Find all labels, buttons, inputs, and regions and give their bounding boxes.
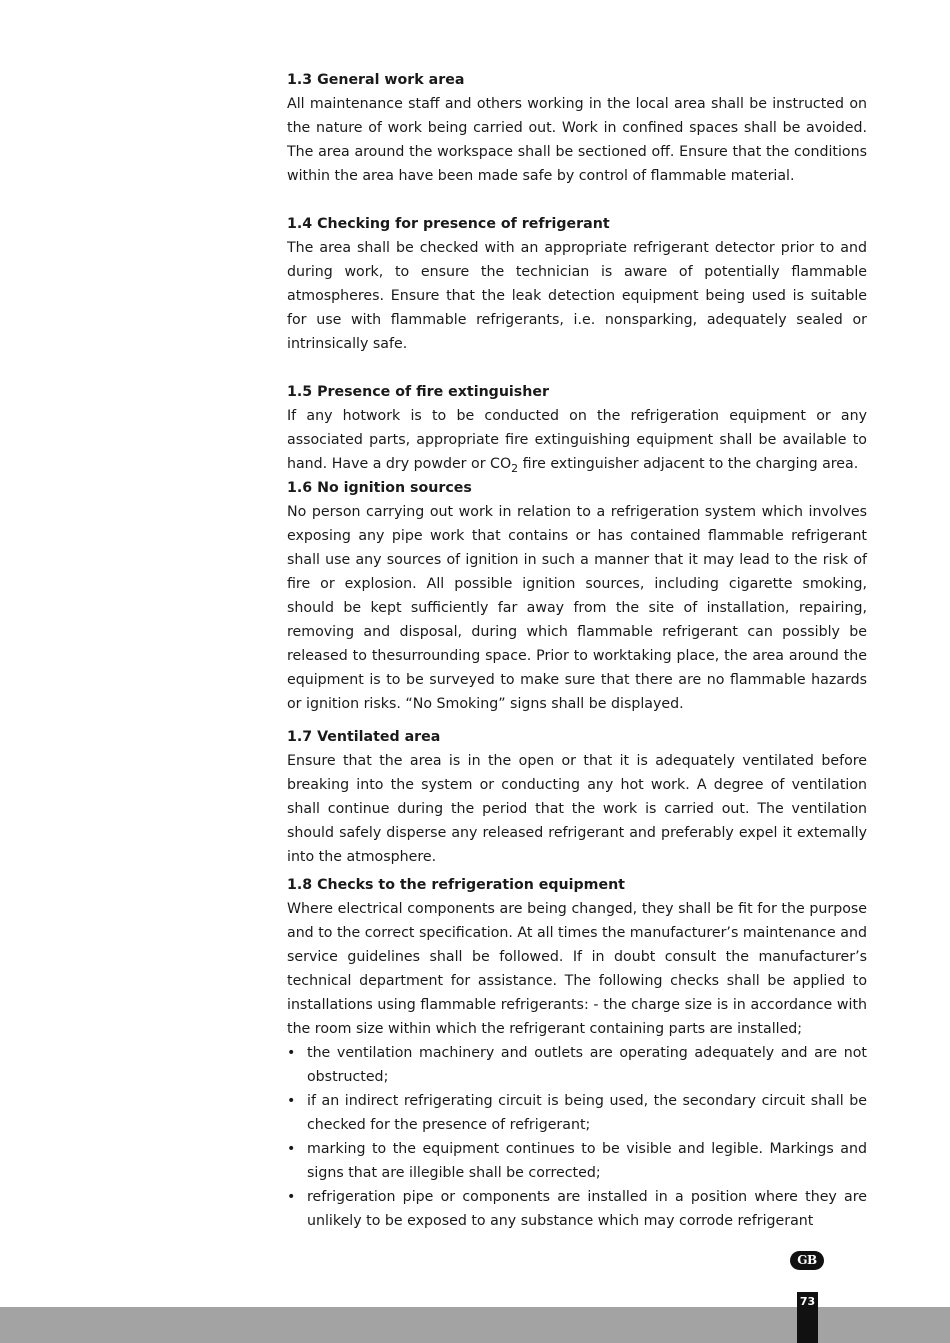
list-item-text: marking to the equipment continues to be visible and legible. Markings and signs that are illegible shall be corrected; bbox=[307, 1141, 867, 1181]
list-item bbox=[287, 1041, 867, 1089]
section-body-1-4: The area shall be checked with an appropriate refrigerant detector prior to and during work, to ensure the technician is aware of potentially flammable atmospheres. Ensure that the leak detection equipment being used is suitable for use with flammable refrigerants, i.e. nonsparking, adequately sealed or intrinsically safe. bbox=[287, 240, 867, 352]
list-item bbox=[287, 1137, 867, 1185]
section-body-1-8: Where electrical components are being changed, they shall be fit for the purpose and to the correct specification. At all times the manufacturer’s maintenance and service guidelines shall be followed. If in doubt consult the manufacturer’s technical department for assistance. The following checks shall be applied to installations using flammable refrigerants: - the charge size is in accordance with the room size within which the refrigerant containing parts are installed; bbox=[287, 901, 867, 1037]
list-item-text: the ventilation machinery and outlets are operating adequately and are not obstructed; bbox=[307, 1045, 867, 1085]
list-item-text: if an indirect refrigerating circuit is being used, the secondary circuit shall be checked for the presence of refrigerant; bbox=[307, 1093, 867, 1133]
section-body-1-5-part2: fire extinguisher adjacent to the charging area. bbox=[518, 456, 859, 472]
section-title-1-3: 1.3 General work area bbox=[287, 72, 465, 88]
section-body-1-5 bbox=[287, 404, 867, 476]
list-item bbox=[287, 1185, 867, 1233]
section-body-1-5-part1: If any hotwork is to be conducted on the refrigeration equipment or any associated parts, appropriate fire extinguishing equipment shall be available to hand. Have a dry powder or CO bbox=[287, 408, 867, 472]
section-title-1-6: 1.6 No ignition sources bbox=[287, 480, 472, 496]
bullet-icon: • bbox=[287, 1093, 296, 1109]
section-body-1-6: No person carrying out work in relation to a refrigeration system which involves exposing any pipe work that contains or has contained flammable refrigerant shall use any sources of ignition in such a manner that it may lead to the risk of fire or explosion. All possible ignition sources, including cigarette smoking, should be kept sufficiently far away from the site of installation, repairing, removing and disposal, during which flammable refrigerant can possibly be released to thesurrounding space. Prior to worktaking place, the area around the equipment is to be surveyed to make sure that there are no flammable hazards or ignition risks. “No Smoking” signs shall be displayed. bbox=[287, 504, 867, 712]
language-badge: GB bbox=[790, 1251, 824, 1270]
section-title-1-7: 1.7 Ventilated area bbox=[287, 729, 441, 745]
co2-subscript: 2 bbox=[511, 462, 519, 475]
page-content bbox=[287, 68, 867, 1233]
section-body-1-3: All maintenance staff and others working in the local area shall be instructed on the nature of work being carried out. Work in confined spaces shall be avoided. The area around the workspace shall be sectioned off. Ensure that the conditions within the area have been made safe by control of flammable material. bbox=[287, 96, 867, 184]
section-body-1-7: Ensure that the area is in the open or that it is adequately ventilated before breaking into the system or conducting any hot work. A degree of ventilation shall continue during the period that the work is carried out. The ventilation should safely disperse any released refrigerant and preferably expel it extemally into the atmosphere. bbox=[287, 753, 867, 865]
list-item bbox=[287, 1089, 867, 1137]
bullet-icon: • bbox=[287, 1189, 296, 1205]
page-number: 73 bbox=[797, 1292, 818, 1343]
bullet-icon: • bbox=[287, 1045, 296, 1061]
section-title-1-4: 1.4 Checking for presence of refrigerant bbox=[287, 216, 610, 232]
list-item-text: refrigeration pipe or components are installed in a position where they are unlikely to be exposed to any substance which may corrode refrigerant bbox=[307, 1189, 867, 1229]
checks-list bbox=[287, 1041, 867, 1233]
bullet-icon: • bbox=[287, 1141, 296, 1157]
section-title-1-8: 1.8 Checks to the refrigeration equipment bbox=[287, 877, 625, 893]
section-title-1-5: 1.5 Presence of fire extinguisher bbox=[287, 384, 549, 400]
